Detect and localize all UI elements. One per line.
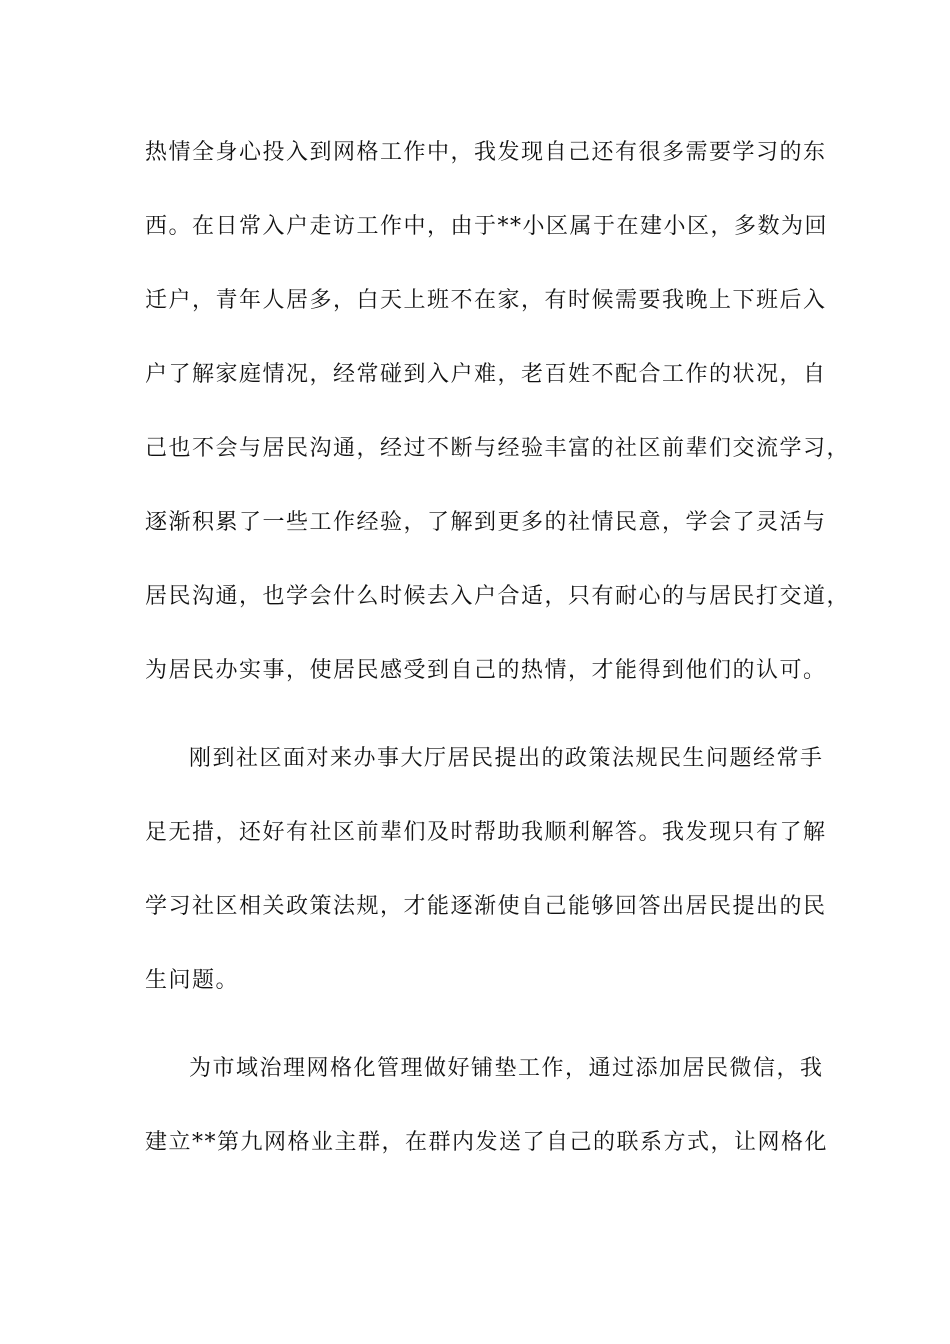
text-line: 刚到社区面对来办事大厅居民提出的政策法规民生问题经常手 xyxy=(189,746,824,771)
text-line: 户了解家庭情况，经常碰到入户难，老百姓不配合工作的状况，自 xyxy=(145,362,827,387)
text-line: 为居民办实事，使居民感受到自己的热情，才能得到他们的认可。 xyxy=(145,658,827,683)
text-line: 为市域治理网格化管理做好铺垫工作，通过添加居民微信，我 xyxy=(189,1056,824,1081)
text-line: 己也不会与居民沟通，经过不断与经验丰富的社区前辈们交流学习， xyxy=(145,436,851,461)
text-line: 逐渐积累了一些工作经验，了解到更多的社情民意，学会了灵活与 xyxy=(145,510,827,535)
text-line: 生问题。 xyxy=(145,968,240,993)
text-line: 热情全身心投入到网格工作中，我发现自己还有很多需要学习的东 xyxy=(145,140,827,165)
text-line: 足无措，还好有社区前辈们及时帮助我顺利解答。我发现只有了解 xyxy=(145,820,827,845)
text-line: 学习社区相关政策法规，才能逐渐使自己能够回答出居民提出的民 xyxy=(145,894,827,919)
text-line: 西。在日常入户走访工作中，由于**小区属于在建小区，多数为回 xyxy=(145,214,829,239)
text-line: 居民沟通，也学会什么时候去入户合适，只有耐心的与居民打交道， xyxy=(145,584,851,609)
text-line: 迁户，青年人居多，白天上班不在家，有时候需要我晚上下班后入 xyxy=(145,288,827,313)
text-line: 建立**第九网格业主群，在群内发送了自己的联系方式，让网格化 xyxy=(145,1130,829,1155)
